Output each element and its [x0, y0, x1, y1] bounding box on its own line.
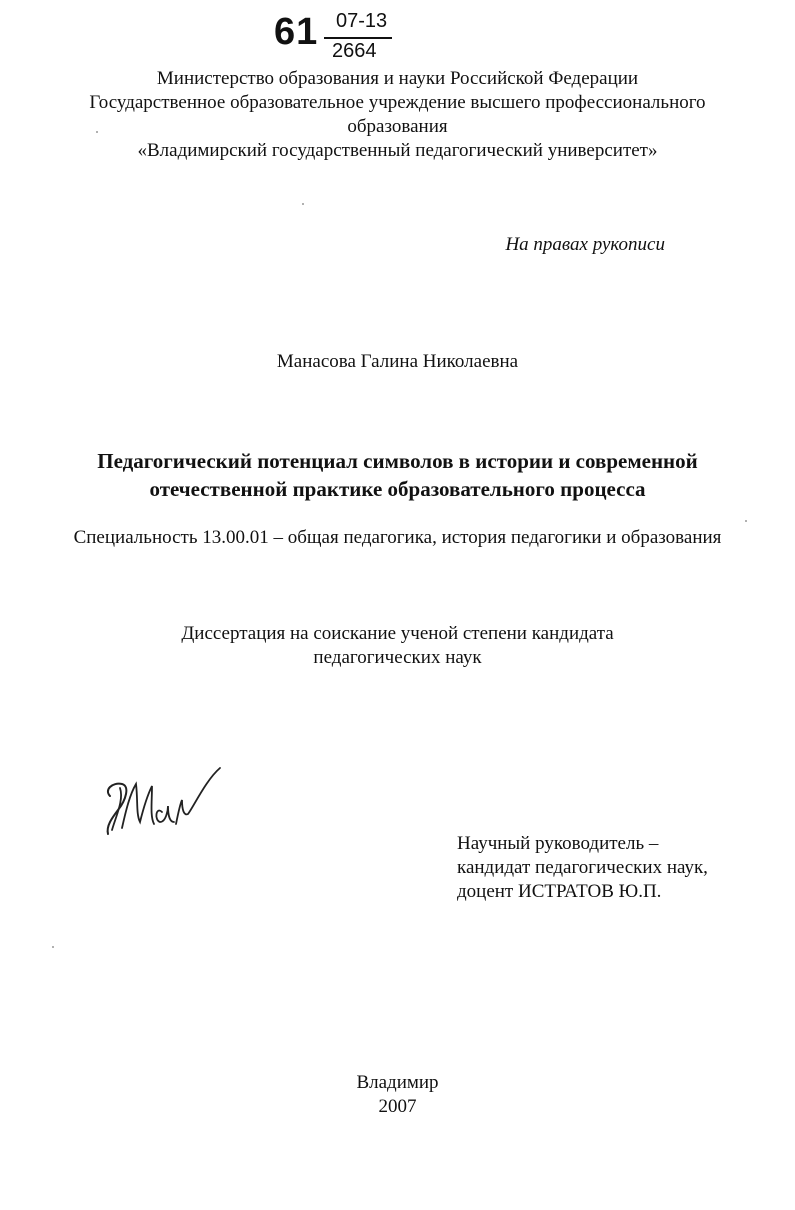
- year: 2007: [378, 1096, 417, 1117]
- thesis-title-line2: отечественной практике образовательного процесса: [149, 477, 646, 501]
- university-name: «Владимирский государственный педагогический университет»: [137, 140, 658, 161]
- rights-note: На правах рукописи: [505, 234, 665, 255]
- advisor-name: доцент ИСТРАТОВ Ю.П.: [457, 881, 662, 902]
- advisor-role: Научный руководитель –: [457, 833, 659, 854]
- scan-speck: [302, 203, 304, 205]
- dissertation-degree-line1: Диссертация на соискание ученой степени кандидата: [181, 623, 614, 644]
- advisor-degree: кандидат педагогических наук,: [457, 857, 708, 878]
- scan-speck: [96, 131, 98, 133]
- author-name: Манасова Галина Николаевна: [276, 351, 519, 372]
- institution-line: Государственное образовательное учреждение высшего профессионального: [89, 92, 706, 113]
- city: Владимир: [356, 1072, 439, 1093]
- ministry-line: Министерство образования и науки Российской Федерации: [156, 68, 639, 89]
- stamp-fraction-line: [324, 37, 392, 39]
- institution-line-cont: образования: [347, 116, 448, 137]
- author-signature: [96, 760, 226, 840]
- scan-speck: [52, 946, 54, 948]
- thesis-title-line1: Педагогический потенциал символов в истории и современной: [97, 449, 698, 473]
- stamp-numerator: 07-13: [336, 10, 388, 32]
- stamp-number: 61: [274, 11, 319, 53]
- registration-stamp: [272, 8, 402, 66]
- stamp-denominator: 2664: [332, 40, 377, 62]
- specialty: Специальность 13.00.01 – общая педагогика, история педагогики и образования: [73, 527, 722, 548]
- dissertation-degree-line2: педагогических наук: [313, 647, 482, 668]
- scan-speck: [745, 520, 747, 522]
